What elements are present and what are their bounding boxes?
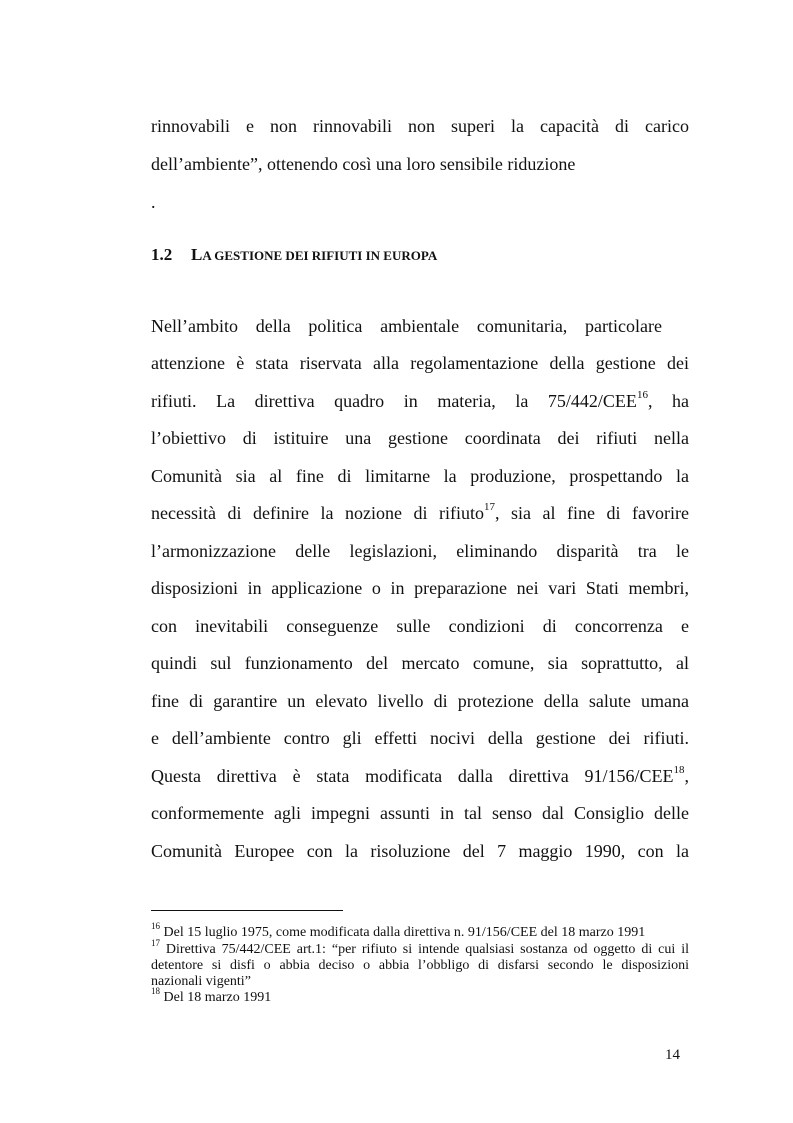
body-line: Comunità sia al fine di limitarne la produzione, prospettando la [151, 466, 689, 486]
footnote-ref: 17 [484, 501, 495, 513]
body-line: . [151, 192, 156, 212]
footnote-number: 18 [151, 986, 160, 997]
body-line: l’armonizzazione delle legislazioni, eliminando disparità tra le [151, 541, 689, 561]
page-number: 14 [665, 1047, 680, 1063]
body-line: e dell’ambiente contro gli effetti nocivi della gestione dei rifiuti. [151, 728, 689, 748]
body-line: Comunità Europee con la risoluzione del 7 maggio 1990, con la [151, 841, 689, 861]
footnote-number: 16 [151, 921, 160, 932]
footnote-text: Del 15 luglio 1975, come modificata dalla direttiva n. 91/156/CEE del 18 marzo 1991 [160, 925, 646, 940]
body-line: fine di garantire un elevato livello di protezione della salute umana [151, 691, 689, 711]
body-line: disposizioni in applicazione o in preparazione nei vari Stati membri, [151, 578, 689, 598]
footnote-text: Del 18 marzo 1991 [160, 990, 272, 1005]
footnote-text: Direttiva 75/442/CEE art.1: “per rifiuto si intende qualsiasi sostanza od oggetto di cui il [160, 942, 689, 957]
heading-title: A GESTIONE DEI RIFIUTI IN EUROPA [202, 248, 438, 263]
text-run: , [684, 766, 689, 786]
section-number: 1.2 [151, 245, 173, 264]
footnote-number: 17 [151, 938, 160, 949]
body-line: con inevitabili conseguenze sulle condizioni di concorrenza e [151, 616, 689, 636]
footnote-separator [151, 910, 343, 911]
body-line: quindi sul funzionamento del mercato comune, sia soprattutto, al [151, 653, 689, 673]
body-line: conformemente agli impegni assunti in tal senso dal Consiglio delle [151, 803, 689, 823]
text-run: , ha [647, 391, 690, 411]
section-heading [151, 245, 437, 265]
footnote-ref: 18 [673, 764, 685, 776]
footnote-18 [151, 986, 689, 1006]
footnote-line: detentore si disfi o abbia deciso o abbia l’obbligo di disfarsi secondo le disposizioni [151, 958, 689, 973]
text-run: Questa direttiva è stata modificata dalla direttiva 91/156/CEE [151, 766, 674, 786]
body-line [151, 390, 689, 412]
body-line: rinnovabili e non rinnovabili non superi la capacità di carico [151, 116, 689, 136]
body-line [151, 502, 689, 524]
body-line: attenzione è stata riservata alla regolamentazione della gestione dei [151, 353, 689, 373]
body-line [151, 765, 689, 787]
body-line: Nell’ambito della politica ambientale comunitaria, particolare [151, 316, 662, 336]
footnote-ref: 16 [636, 389, 648, 401]
text-run: necessità di definire la nozione di rifiuto [151, 503, 484, 523]
heading-initial: L [191, 245, 203, 264]
text-run: rifiuti. La direttiva quadro in materia, la 75/442/CEE [151, 391, 637, 411]
footnote-16 [151, 921, 689, 941]
footnote-17 [151, 938, 689, 958]
body-line: l’obiettivo di istituire una gestione coordinata dei rifiuti nella [151, 428, 689, 448]
footnote-line: nazionali vigenti” [151, 974, 251, 989]
body-line: dell’ambiente”, ottenendo così una loro sensibile riduzione [151, 154, 576, 174]
text-run: , sia al fine di favorire [495, 503, 690, 523]
